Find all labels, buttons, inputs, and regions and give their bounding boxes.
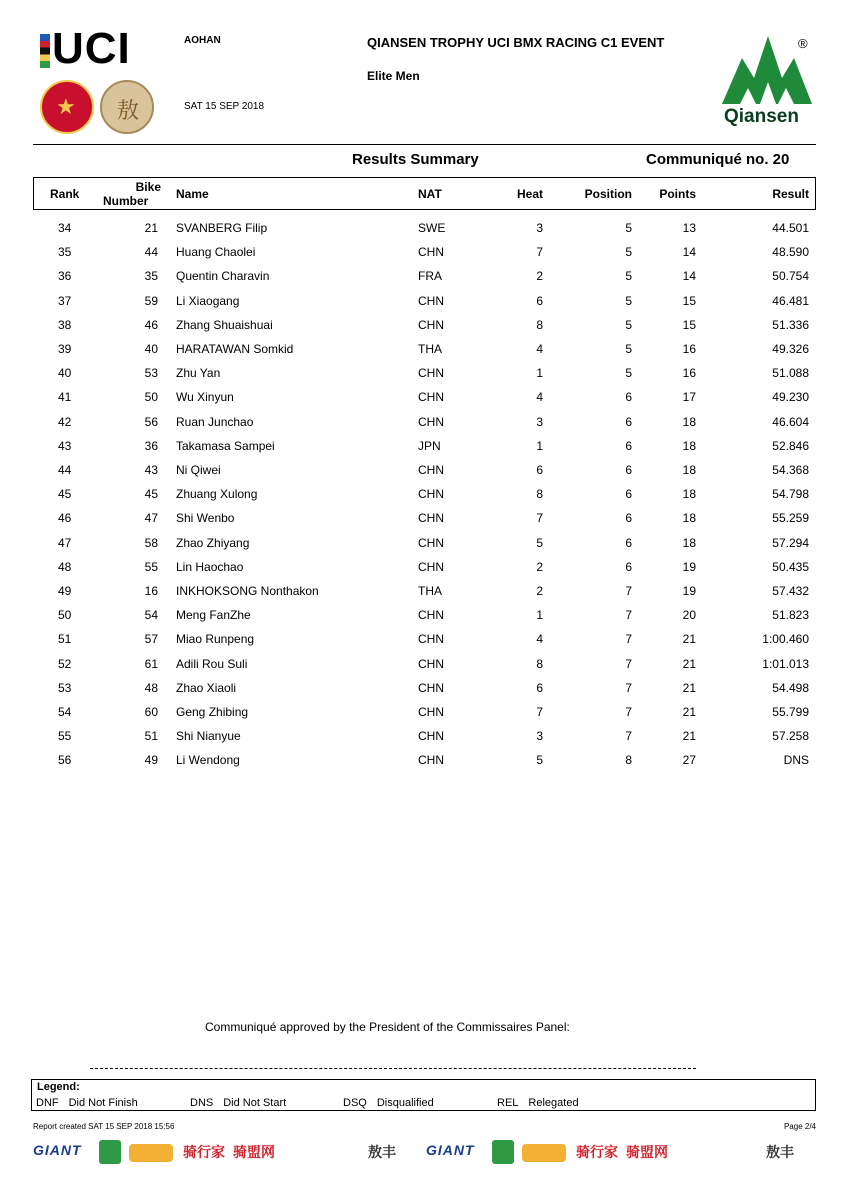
result-cell: 46.481 (772, 293, 809, 308)
col-bike-line1: Bike (135, 180, 161, 194)
bike-number-cell: 59 (144, 293, 158, 308)
bike-number-cell: 45 (144, 487, 158, 502)
nationality-cell: CHN (418, 535, 444, 550)
nationality-cell: THA (418, 342, 442, 356)
position-cell: 6 (625, 487, 632, 502)
points-cell: 18 (682, 511, 696, 526)
rank-cell: 45 (58, 487, 72, 502)
sponsor-aofeng-logo: 敖丰 (368, 1145, 396, 1161)
table-row (0, 632, 848, 656)
report-created: Report created SAT 15 SEP 2018 15:56 (33, 1122, 175, 1131)
qiansen-wordmark: Qiansen (724, 106, 799, 127)
bike-number-cell: 53 (144, 366, 158, 381)
category: Elite Men (367, 69, 420, 83)
bike-number-cell: 54 (144, 608, 158, 623)
rider-name-cell: Zhang Shuaishuai (176, 317, 273, 332)
nationality-cell: CHN (418, 632, 444, 647)
uci-logo (40, 24, 160, 73)
nationality-cell: CHN (418, 729, 444, 744)
points-cell: 16 (682, 342, 696, 356)
result-cell: 49.326 (772, 342, 809, 356)
nationality-cell: CHN (418, 293, 444, 308)
points-cell: 21 (682, 680, 696, 695)
rider-name-cell: Wu Xinyun (176, 390, 234, 405)
table-row (0, 511, 848, 535)
rank-cell: 42 (58, 414, 72, 429)
table-row (0, 245, 848, 269)
points-cell: 18 (682, 535, 696, 550)
points-cell: 15 (682, 317, 696, 332)
position-cell: 6 (625, 463, 632, 477)
rider-name-cell: Adili Rou Suli (176, 656, 248, 671)
nationality-cell: CHN (418, 390, 444, 405)
table-row (0, 729, 848, 753)
bike-number-cell: 35 (144, 269, 158, 284)
rider-name-cell: Shi Nianyue (176, 729, 241, 744)
nationality-cell: CHN (418, 608, 444, 623)
position-cell: 6 (625, 535, 632, 550)
rank-cell: 41 (58, 390, 72, 405)
heat-cell: 5 (536, 753, 543, 768)
heat-cell: 3 (536, 729, 543, 744)
rider-name-cell: Li Xiaogang (176, 293, 240, 308)
position-cell: 8 (625, 753, 632, 768)
col-points: Points (659, 187, 696, 201)
position-cell: 6 (625, 438, 632, 453)
points-cell: 20 (682, 608, 696, 623)
result-cell: 57.294 (772, 535, 809, 550)
approval-text: Communiqué approved by the President of the Commissaires Panel: (205, 1020, 570, 1034)
sponsor-qimengwang-logo: 骑盟网 (626, 1144, 668, 1160)
rider-name-cell: Zhao Xiaoli (176, 680, 237, 695)
table-row (0, 705, 848, 729)
results-summary-title: Results Summary (352, 151, 479, 168)
bike-number-cell: 49 (144, 753, 158, 768)
communique-number: Communiqué no. 20 (646, 151, 790, 168)
position-cell: 7 (625, 608, 632, 623)
legend-title: Legend: (37, 1081, 80, 1093)
nationality-cell: FRA (418, 269, 442, 284)
result-cell: 50.754 (772, 269, 809, 284)
result-cell: 1:01.013 (762, 656, 809, 671)
heat-cell: 7 (536, 245, 543, 260)
rank-cell: 50 (58, 608, 72, 623)
nationality-cell: CHN (418, 705, 444, 719)
legend-box (31, 1079, 816, 1111)
points-cell: 18 (682, 414, 696, 429)
points-cell: 18 (682, 438, 696, 453)
table-row (0, 657, 848, 681)
sponsor-yellow-logo (522, 1144, 566, 1162)
nationality-cell: CHN (418, 559, 444, 574)
rider-name-cell: Takamasa Sampei (176, 438, 275, 453)
result-cell: 50.435 (772, 559, 809, 574)
nationality-cell: CHN (418, 753, 444, 768)
col-position: Position (584, 187, 632, 201)
uci-logo-text: UCI (52, 24, 131, 73)
position-cell: 6 (625, 511, 632, 526)
heat-cell: 7 (536, 511, 543, 526)
bike-number-cell: 61 (144, 656, 158, 671)
rank-cell: 47 (58, 535, 72, 550)
rank-cell: 52 (58, 656, 72, 671)
legend-label: Did Not Start (223, 1097, 287, 1109)
rank-cell: 37 (58, 293, 72, 308)
sponsor-green-logo (99, 1140, 121, 1164)
rank-cell: 40 (58, 366, 72, 381)
result-cell: 1:00.460 (762, 632, 809, 647)
legend-item-dns (190, 1097, 286, 1109)
result-cell: 57.432 (772, 584, 809, 598)
heat-cell: 1 (536, 608, 543, 623)
bike-number-cell: 50 (144, 390, 158, 405)
points-cell: 19 (682, 559, 696, 574)
heat-cell: 6 (536, 680, 543, 695)
legend-code: REL (497, 1097, 519, 1109)
nationality-cell: CHN (418, 680, 444, 695)
position-cell: 5 (625, 245, 632, 260)
rider-name-cell: Miao Runpeng (176, 632, 255, 647)
nationality-cell: CHN (418, 245, 444, 260)
nationality-cell: SWE (418, 221, 446, 235)
points-cell: 17 (682, 390, 696, 405)
heat-cell: 6 (536, 463, 543, 477)
event-title: QIANSEN TROPHY UCI BMX RACING C1 EVENT (367, 35, 665, 50)
position-cell: 5 (625, 342, 632, 356)
nationality-cell: CHN (418, 656, 444, 671)
heat-cell: 3 (536, 414, 543, 429)
position-cell: 7 (625, 632, 632, 647)
col-name: Name (176, 187, 209, 201)
rank-cell: 39 (58, 342, 72, 356)
rider-name-cell: Geng Zhibing (176, 705, 249, 719)
page-number: Page 2/4 (783, 1122, 816, 1131)
heat-cell: 4 (536, 632, 543, 647)
table-row (0, 221, 848, 245)
heat-cell: 5 (536, 535, 543, 550)
sponsor-strip (33, 1136, 816, 1170)
result-cell: 52.846 (772, 438, 809, 453)
result-cell: 55.259 (772, 511, 809, 526)
rank-cell: 51 (58, 632, 72, 647)
rider-name-cell: Huang Chaolei (176, 245, 256, 260)
heat-cell: 2 (536, 559, 543, 574)
result-cell: 54.798 (772, 487, 809, 502)
header-divider (33, 144, 816, 145)
heat-cell: 8 (536, 656, 543, 671)
rider-name-cell: Zhuang Xulong (176, 487, 258, 502)
position-cell: 6 (625, 390, 632, 405)
rank-cell: 35 (58, 245, 72, 260)
position-cell: 6 (625, 414, 632, 429)
bike-number-cell: 57 (144, 632, 158, 647)
nationality-cell: CHN (418, 366, 444, 381)
rank-cell: 49 (58, 584, 72, 598)
bike-number-cell: 56 (144, 414, 158, 429)
position-cell: 5 (625, 317, 632, 332)
table-row (0, 753, 848, 777)
bike-number-cell: 47 (144, 511, 158, 526)
points-cell: 16 (682, 366, 696, 381)
nationality-cell: CHN (418, 414, 444, 429)
table-row (0, 318, 848, 342)
table-row (0, 560, 848, 584)
rank-cell: 38 (58, 317, 72, 332)
bike-number-cell: 46 (144, 317, 158, 332)
result-cell: 54.498 (772, 680, 809, 695)
heat-cell: 7 (536, 705, 543, 719)
result-cell: 46.604 (772, 414, 809, 429)
venue: AOHAN (184, 35, 221, 46)
heat-cell: 4 (536, 390, 543, 405)
position-cell: 6 (625, 559, 632, 574)
position-cell: 5 (625, 269, 632, 284)
nationality-cell: CHN (418, 463, 444, 477)
rider-name-cell: Zhu Yan (176, 366, 221, 381)
table-row (0, 439, 848, 463)
position-cell: 7 (625, 680, 632, 695)
bike-number-cell: 40 (144, 342, 158, 356)
bike-number-cell: 21 (144, 221, 158, 235)
bike-number-cell: 16 (144, 584, 158, 598)
col-bike-line2: Number (103, 194, 149, 208)
rider-name-cell: Meng FanZhe (176, 608, 251, 623)
sponsor-yellow-logo (129, 1144, 173, 1162)
points-cell: 21 (682, 656, 696, 671)
table-row (0, 536, 848, 560)
table-row (0, 584, 848, 608)
result-cell: 51.088 (772, 366, 809, 381)
rank-cell: 34 (58, 221, 72, 235)
table-row (0, 294, 848, 318)
position-cell: 5 (625, 293, 632, 308)
points-cell: 15 (682, 293, 696, 308)
points-cell: 21 (682, 729, 696, 744)
sponsor-qixingjia-logo: 骑行家 (183, 1144, 225, 1160)
heat-cell: 8 (536, 487, 543, 502)
heat-cell: 4 (536, 342, 543, 356)
table-row (0, 681, 848, 705)
table-row (0, 463, 848, 487)
rider-name-cell: Ni Qiwei (176, 463, 221, 477)
rank-cell: 46 (58, 511, 72, 526)
nationality-cell: CHN (418, 487, 444, 502)
bike-number-cell: 58 (144, 535, 158, 550)
aohan-emblem: 敖 (100, 80, 154, 134)
event-date: SAT 15 SEP 2018 (184, 101, 265, 112)
bike-number-cell: 44 (144, 245, 158, 260)
position-cell: 7 (625, 584, 632, 598)
sponsor-qimengwang-logo: 骑盟网 (233, 1144, 275, 1160)
heat-cell: 1 (536, 366, 543, 381)
points-cell: 18 (682, 463, 696, 477)
rider-name-cell: Zhao Zhiyang (176, 535, 250, 550)
result-cell: 54.368 (772, 463, 809, 477)
bike-number-cell: 55 (144, 559, 158, 574)
rider-name-cell: SVANBERG Filip (176, 221, 268, 235)
cycling-association-emblem: ★ (40, 80, 94, 134)
position-cell: 7 (625, 656, 632, 671)
rank-cell: 48 (58, 559, 72, 574)
rider-name-cell: INKHOKSONG Nonthakon (176, 584, 319, 598)
nationality-cell: THA (418, 584, 442, 598)
col-result: Result (772, 187, 809, 201)
col-rank: Rank (50, 187, 80, 201)
nationality-cell: CHN (418, 511, 444, 526)
bike-number-cell: 48 (144, 680, 158, 695)
legend-item-rel (497, 1097, 579, 1109)
rank-cell: 53 (58, 680, 72, 695)
heat-cell: 2 (536, 269, 543, 284)
rider-name-cell: Shi Wenbo (176, 511, 235, 526)
col-heat: Heat (516, 187, 543, 201)
registered-mark: ® (798, 36, 808, 51)
table-row (0, 390, 848, 414)
result-cell: 49.230 (772, 390, 809, 405)
bike-number-cell: 43 (144, 463, 158, 477)
position-cell: 5 (625, 366, 632, 381)
result-cell: 57.258 (772, 729, 809, 744)
points-cell: 18 (682, 487, 696, 502)
heat-cell: 6 (536, 293, 543, 308)
bike-number-cell: 60 (144, 705, 158, 719)
points-cell: 13 (682, 221, 696, 235)
legend-code: DNF (36, 1097, 59, 1109)
nationality-cell: CHN (418, 317, 444, 332)
legend-label: Relegated (528, 1097, 579, 1109)
rider-name-cell: Li Wendong (176, 753, 240, 768)
table-row (0, 366, 848, 390)
rank-cell: 56 (58, 753, 72, 768)
legend-label: Did Not Finish (68, 1097, 138, 1109)
bike-number-cell: 36 (144, 438, 158, 453)
heat-cell: 3 (536, 221, 543, 235)
result-cell: 48.590 (772, 245, 809, 260)
bike-number-cell: 51 (144, 729, 158, 744)
rank-cell: 44 (58, 463, 72, 477)
points-cell: 14 (682, 245, 696, 260)
legend-code: DSQ (343, 1097, 367, 1109)
rank-cell: 43 (58, 438, 72, 453)
position-cell: 7 (625, 705, 632, 719)
points-cell: 21 (682, 705, 696, 719)
position-cell: 7 (625, 729, 632, 744)
nationality-cell: JPN (418, 438, 441, 453)
qiansen-logo (722, 36, 814, 128)
points-cell: 27 (682, 753, 696, 768)
uci-rainbow-stripe (40, 34, 50, 68)
result-cell: DNS (783, 753, 809, 768)
result-cell: 51.336 (772, 317, 809, 332)
heat-cell: 1 (536, 438, 543, 453)
sponsor-giant-logo: GIANT (426, 1142, 475, 1158)
rider-name-cell: Quentin Charavin (176, 269, 270, 284)
result-cell: 55.799 (772, 705, 809, 719)
sponsor-giant-logo: GIANT (33, 1142, 82, 1158)
rank-cell: 36 (58, 269, 72, 284)
col-nat: NAT (418, 187, 442, 201)
points-cell: 14 (682, 269, 696, 284)
legend-label: Disqualified (376, 1097, 434, 1109)
sponsor-green-logo (492, 1140, 514, 1164)
rider-name-cell: HARATAWAN Somkid (176, 342, 294, 356)
legend-item-dnf (36, 1097, 138, 1109)
rider-name-cell: Ruan Junchao (176, 414, 254, 429)
table-row (0, 415, 848, 439)
sponsor-qixingjia-logo: 骑行家 (576, 1144, 618, 1160)
rider-name-cell: Lin Haochao (176, 559, 244, 574)
result-cell: 44.501 (772, 221, 809, 235)
legend-item-dsq (343, 1097, 434, 1109)
result-cell: 51.823 (772, 608, 809, 623)
table-row (0, 608, 848, 632)
table-row (0, 269, 848, 293)
table-row (0, 487, 848, 511)
points-cell: 21 (682, 632, 696, 647)
heat-cell: 8 (536, 317, 543, 332)
points-cell: 19 (682, 584, 696, 598)
sponsor-aofeng-logo: 敖丰 (766, 1145, 794, 1161)
signature-line (90, 1068, 696, 1069)
rank-cell: 55 (58, 729, 72, 744)
legend-code: DNS (190, 1097, 214, 1109)
table-row (0, 342, 848, 366)
heat-cell: 2 (536, 584, 543, 598)
position-cell: 5 (625, 221, 632, 235)
rank-cell: 54 (58, 705, 72, 719)
